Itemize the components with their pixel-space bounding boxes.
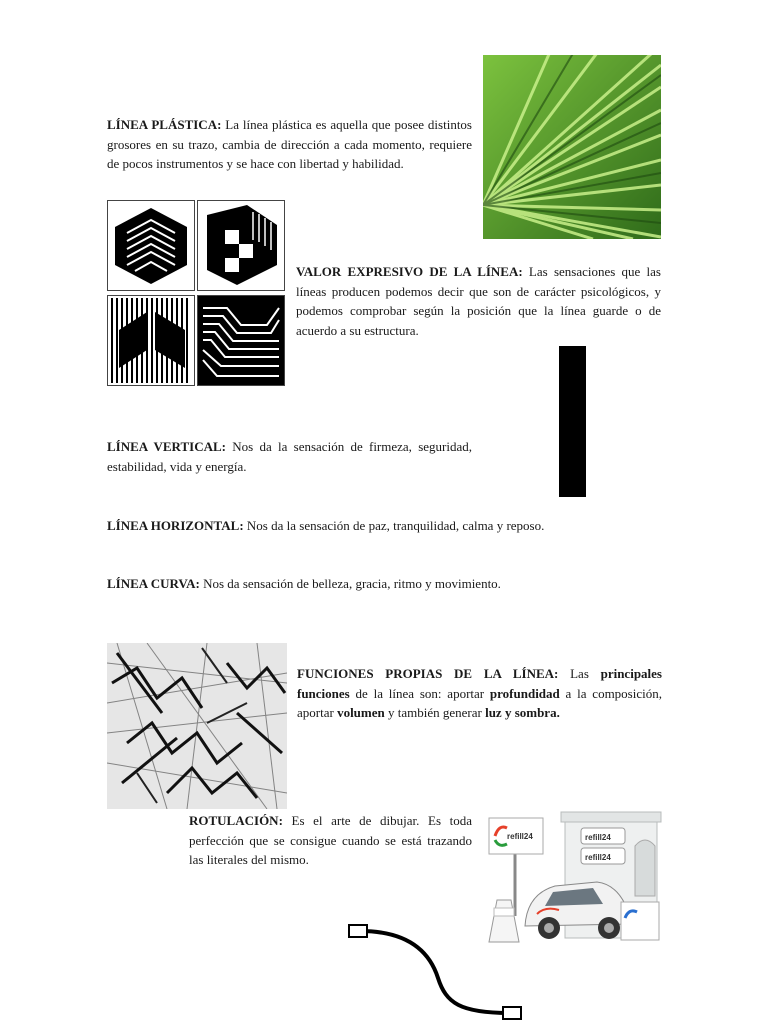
abstract-lines-image [107,643,287,809]
rotulacion-paragraph [189,811,472,870]
linea-plastica-text: La línea plástica es aquella que posee distintos grosores en su trazo, cambia de dirección a cada momento, requiere de pocos instrumentos y se hace con libertad y habilidad. [107,117,472,171]
funciones-bold-1: principales funciones [297,666,662,701]
op-art-grid [107,200,285,386]
funciones-bold-3: volumen [337,705,385,720]
linea-horizontal-title: LÍNEA HORIZONTAL: [107,518,244,533]
linea-vertical-title: LÍNEA VERTICAL: [107,439,226,454]
bezier-end-handle [503,1007,521,1019]
funciones-bold-4: luz y sombra. [485,705,560,720]
bezier-path [360,931,510,1013]
linea-vertical-text: Nos da la sensación de firmeza, seguridad, estabilidad, vida y energía. [107,439,472,474]
linea-curva-text: Nos da sensación de belleza, gracia, ritmo y movimiento. [199,576,501,591]
op-art-stripes [108,296,195,386]
funciones-text-2: de la línea son: aportar [349,685,490,701]
linea-curva-title: LÍNEA CURVA: [107,576,200,591]
valor-expresivo-text: Las sensaciones que las líneas producen podemos decir que son de carácter psicológicos, y podemos comprobar según la posición que la línea guarde o de acuerdo a su estructura. [296,264,661,338]
refill24-small-sign [621,902,659,940]
op-art-maze [198,296,285,386]
rotulacion-text: Es el arte de dibujar. Es toda perfección que se consigue cuando se está trazando las literales del mismo. [189,813,472,867]
valor-expresivo-paragraph [296,262,661,340]
op-art-cubes [198,201,285,291]
linea-vertical-paragraph [107,437,472,476]
op-art-hexagon [108,201,195,291]
funciones-text-3: a la composición, aportar [297,685,662,720]
linea-horizontal-text: Nos da la sensación de paz, tranquilidad, calma y reposo. [243,518,545,533]
linea-plastica-paragraph [107,115,472,174]
linea-horizontal-paragraph [107,516,667,536]
refill24-logo-text-3: refill24 [507,832,533,841]
valor-expresivo-title: VALOR EXPRESIVO DE LA LÍNEA: [296,264,523,279]
funciones-title: FUNCIONES PROPIAS DE LA LÍNEA: [297,666,559,681]
vertical-line-bar [559,346,586,497]
funciones-paragraph [297,664,662,723]
rotulacion-title: ROTULACIÓN: [189,813,283,828]
linea-curva-paragraph [107,574,667,594]
funciones-bold-2: profundidad [489,685,560,701]
palm-leaf-image [483,55,661,239]
funciones-text-4: y también generar [384,705,486,720]
linea-plastica-title: LÍNEA PLÁSTICA: [107,117,222,132]
refill24-logo-text-1: refill24 [585,833,611,842]
bezier-start-handle [349,925,367,937]
refill24-logo-text-2: refill24 [585,853,611,862]
funciones-text-1: Las [558,666,601,681]
bezier-curve-illustration [340,918,530,1024]
